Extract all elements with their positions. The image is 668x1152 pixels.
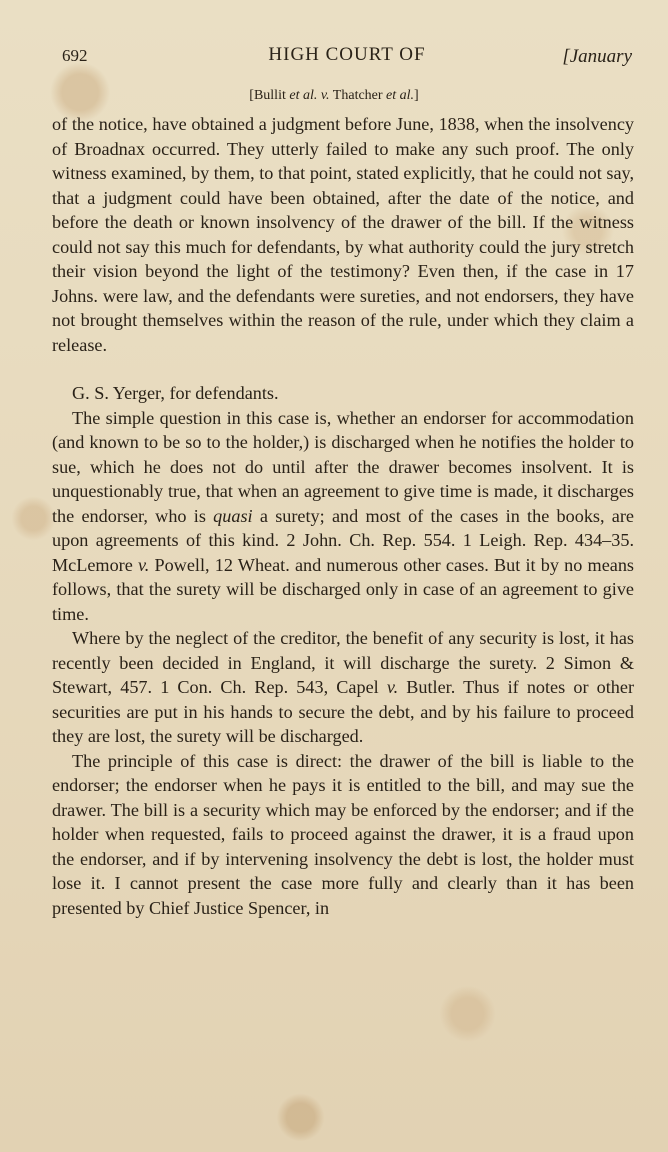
caption-etal-2: et al. <box>386 88 415 103</box>
text-run: a surety; and most of the cases in the books, are upon agreements of this kind. 2 John. Ch. Rep. 554. 1 Leigh. Rep. 434–35. McLemore <box>52 505 635 575</box>
paragraph-simple-question <box>52 406 634 627</box>
text-run: The simple question in this case is, whether an endorser for accommodation (and known to be so to the holder,) is discharged when he notifies the holder to sue, which he does not do until after the drawer becomes insolvent. It is unquestionably true, that when an agreement to give time is made, it discharges the endorser, who is <box>52 407 634 526</box>
caption-party-2: Thatcher <box>332 88 383 103</box>
paragraph-neglect-of-creditor <box>52 626 634 749</box>
caption-party-1: Bullit <box>253 88 286 103</box>
text-run: Powell, 12 Wheat. and numerous other cases. But it by no means follows, that the surety will be discharged only in case of an agreement to give time. <box>52 554 635 624</box>
caption-versus: v. <box>320 88 330 103</box>
paragraph-principle: The principle of this case is direct: the drawer of the bill is liable to the endorser; the endorser when he pays it is entitled to the bill, and may sue the drawer. The bill is a security which may be enforced by the endorser; and if the holder when requested, fails to proceed against the drawer, it is a fraud upon the endorser, and if by intervening insolvency the debt is lost, the holder must lose it. I cannot present the case more fully and clearly than it has been presented by Chief Justice Spencer, in <box>52 750 634 918</box>
text-run: Butler. Thus if notes or other securities are put in his hands to secure the debt, and by his failure to proceed they are lost, the surety will be discharged. <box>52 677 634 746</box>
text-run: Where by the neglect of the creditor, the benefit of any security is lost, it has recently been decided in England, it will discharge the surety. 2 Simon & Stewart, 457. 1 Con. Ch. Rep. 543, Capel <box>52 628 634 697</box>
italic-quasi: quasi <box>213 505 253 526</box>
running-header <box>62 44 632 76</box>
court-title: HIGH COURT OF <box>268 44 426 65</box>
italic-versus: v. <box>386 677 399 697</box>
paragraph-plaintiff-argument: of the notice, have obtained a judgment before June, 1838, when the insolvency of Broadnax occurred. They utterly failed to make any such proof. The only witness examined, by them, to that point, stated explicitly, that he could not say, that a judgment could have been obtained, after the date of the notice, and before the death or known insolvency of the drawer of the bill. If the witness could not say this much for defendants, by what authority could the jury stretch their vision beyond the light of the testimony? Even then, if the case in 17 Johns. were law, and the defendants were sureties, and not endorsers, they have not brought themselves within the reason of the rule, under which they claim a release. <box>52 114 634 355</box>
page-body <box>52 112 634 920</box>
caption-etal-1: et al. <box>289 88 318 103</box>
case-caption: [Bullit et al. v. Thatcher et al.] <box>249 88 419 103</box>
page-number: 692 <box>62 46 88 65</box>
paragraph-counsel-heading: G. S. Yerger, for defendants. <box>72 383 279 403</box>
italic-versus: v. <box>138 554 150 575</box>
term-month: [January <box>562 46 632 67</box>
